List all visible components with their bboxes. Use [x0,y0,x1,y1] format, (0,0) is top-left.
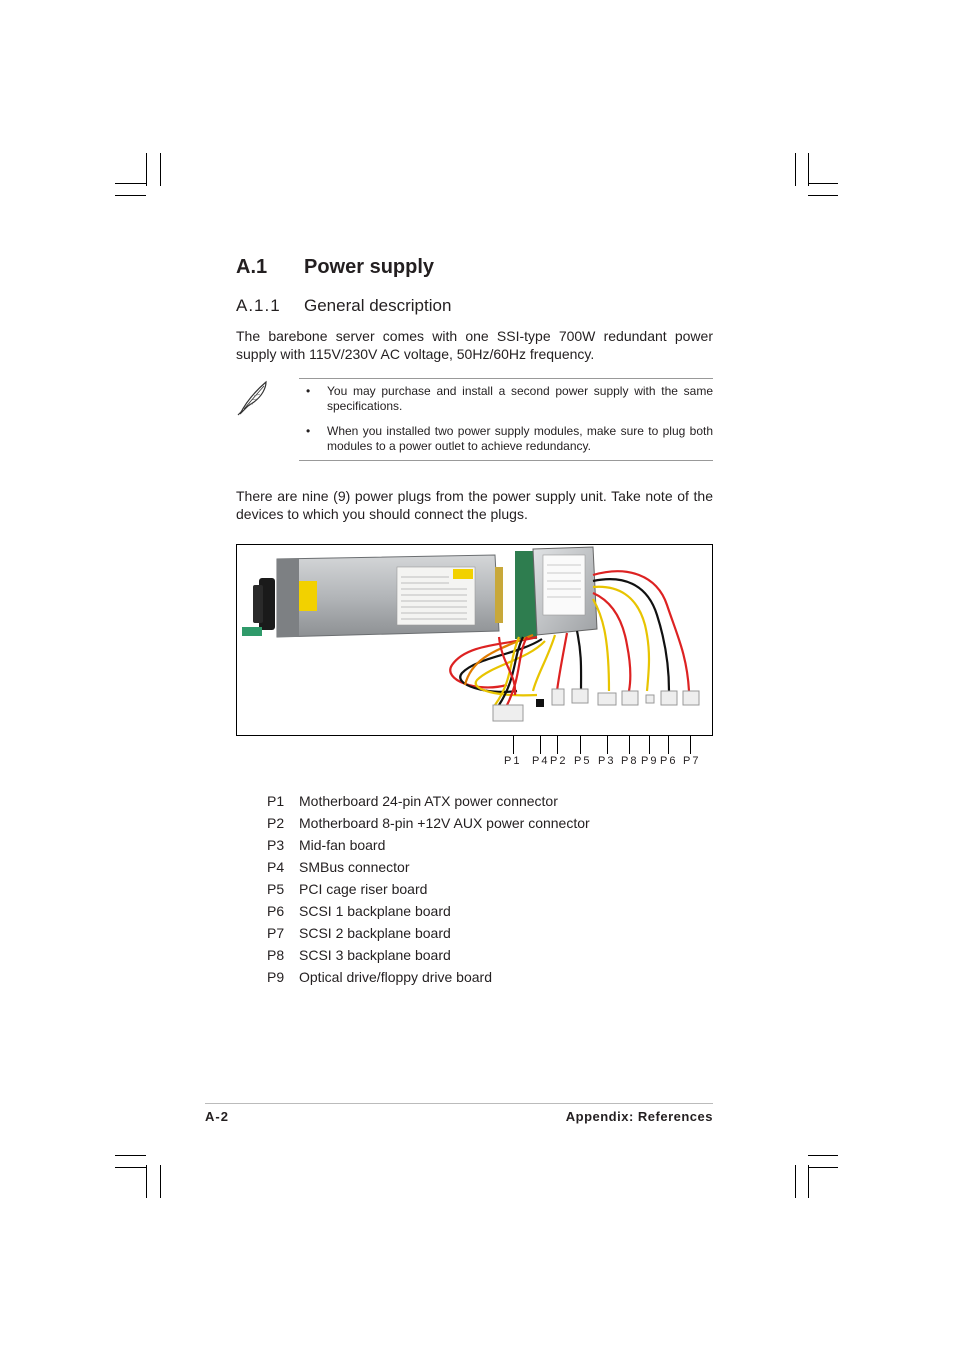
subsection-number: A.1.1 [236,296,281,315]
legend-row: P4 SMBus connector [267,859,410,875]
note-item: • You may purchase and install a second power supply with the same specifications. [306,384,713,413]
plugs-intro-paragraph: There are nine (9) power plugs from the power supply unit. Take note of the devices to which you should connect the plugs. [236,488,713,522]
intro-paragraph: The barebone server comes with one SSI-type 700W redundant power supply with 115V/230V AC voltage, 50Hz/60Hz frequency. [236,328,713,362]
plug-legend [267,790,590,988]
plug-label: P5 [574,755,592,767]
plug-label: P7 [683,755,701,767]
footer-rule [205,1103,713,1104]
legend-row: P9 Optical drive/floppy drive board [267,969,492,985]
legend-row: P6 SCSI 1 backplane board [267,903,451,919]
subsection-title: General description [304,296,452,315]
legend-row: P1 Motherboard 24-pin ATX power connector [267,793,558,809]
section-heading [236,256,434,279]
plug-label: P1 [504,755,522,767]
plug-label: P2 [550,755,568,767]
power-supply-unit-photo [237,545,712,735]
legend-row: P7 SCSI 2 backplane board [267,925,451,941]
section-number: A.1 [236,256,268,278]
note-bottom-rule [299,460,713,461]
pen-note-icon [236,380,270,416]
page-number: A-2 [205,1109,229,1124]
legend-row: P8 SCSI 3 backplane board [267,947,451,963]
plug-label: P4 [532,755,550,767]
subsection-heading [236,296,451,316]
plug-label: P9 [641,755,659,767]
plug-labels [0,755,954,769]
section-title: Power supply [304,256,435,278]
power-supply-figure [236,544,713,736]
note-top-rule [299,378,713,379]
legend-row: P2 Motherboard 8-pin +12V AUX power connector [267,815,590,831]
plug-label: P6 [660,755,678,767]
plug-label: P8 [621,755,639,767]
running-footer: Appendix: References [565,1109,713,1124]
legend-row: P3 Mid-fan board [267,837,386,853]
note-item: • When you installed two power supply modules, make sure to plug both modules to a power outlet to achieve redundancy. [306,424,713,453]
legend-row: P5 PCI cage riser board [267,881,428,897]
plug-label: P3 [598,755,616,767]
